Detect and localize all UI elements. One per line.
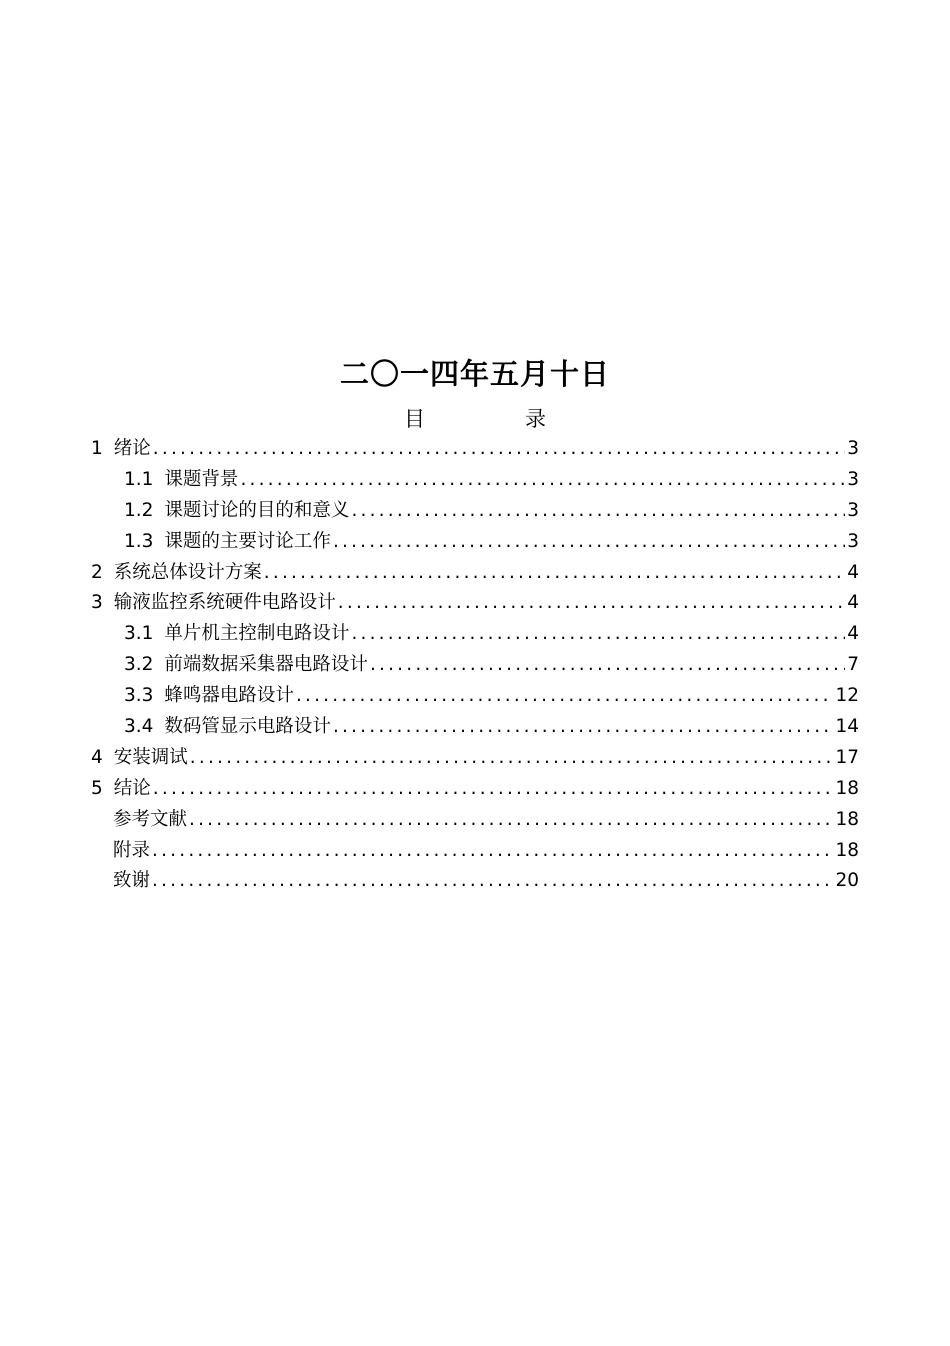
toc-dot-leader bbox=[189, 805, 833, 836]
toc-entry-page: 3 bbox=[847, 530, 859, 552]
toc-entry-title: 蜂鸣器电路设计 bbox=[164, 685, 294, 707]
toc-entry-page: 18 bbox=[835, 808, 859, 830]
toc-entry-page: 7 bbox=[847, 654, 859, 676]
toc-entry-number: 3.2 bbox=[124, 654, 154, 676]
toc-entry-number: 3.1 bbox=[124, 623, 154, 645]
document-date: 二〇一四年五月十日 bbox=[339, 357, 610, 391]
toc-dot-leader bbox=[296, 681, 834, 712]
toc-dot-leader bbox=[190, 743, 834, 774]
toc-entry-page: 4 bbox=[847, 592, 859, 614]
toc-entry-number: 1.1 bbox=[124, 468, 154, 490]
toc-dot-leader bbox=[240, 465, 845, 496]
toc-entry-1-2[interactable] bbox=[91, 496, 859, 527]
toc-dot-leader bbox=[351, 496, 845, 527]
toc-entry-title: 课题背景 bbox=[164, 468, 239, 490]
toc-entry-4[interactable] bbox=[91, 743, 859, 774]
toc-dot-leader bbox=[351, 619, 845, 650]
toc-entry-3-3[interactable] bbox=[91, 681, 859, 712]
toc-dot-leader bbox=[333, 527, 845, 558]
toc-entry-page: 3 bbox=[847, 468, 859, 490]
toc-entry-page: 18 bbox=[835, 777, 859, 799]
toc-entry-references[interactable] bbox=[91, 805, 859, 836]
toc-entry-appendix[interactable] bbox=[91, 836, 859, 867]
toc-heading-left: 目 bbox=[404, 407, 425, 431]
toc-entry-5[interactable] bbox=[91, 774, 859, 805]
toc-entry-title: 附录 bbox=[113, 839, 151, 861]
toc-entry-3-4[interactable] bbox=[91, 712, 859, 743]
toc-dot-leader bbox=[370, 650, 845, 681]
toc-entry-1-1[interactable] bbox=[91, 465, 859, 496]
toc-entry-number: 2 bbox=[91, 561, 103, 583]
toc-heading bbox=[0, 404, 950, 434]
toc-entry-number: 1.3 bbox=[124, 530, 154, 552]
toc-dot-leader bbox=[333, 712, 834, 743]
toc-entry-3-2[interactable] bbox=[91, 650, 859, 681]
toc-dot-leader bbox=[152, 866, 833, 897]
toc-entry-title: 单片机主控制电路设计 bbox=[164, 623, 350, 645]
toc-entry-page: 20 bbox=[835, 870, 859, 892]
toc-entry-title: 输液监控系统硬件电路设计 bbox=[113, 592, 336, 614]
toc-entry-title: 前端数据采集器电路设计 bbox=[164, 654, 368, 676]
toc-entry-page: 3 bbox=[847, 499, 859, 521]
toc-entry-number: 3.4 bbox=[124, 716, 154, 738]
toc-entry-page: 4 bbox=[847, 623, 859, 645]
toc-entry-number: 1 bbox=[91, 438, 103, 459]
toc-entry-page: 12 bbox=[835, 685, 859, 707]
toc-entry-title: 系统总体设计方案 bbox=[113, 561, 262, 583]
toc-entry-1-3[interactable] bbox=[91, 527, 859, 558]
toc-entry-title: 致谢 bbox=[113, 870, 151, 892]
toc-entry-title: 安装调试 bbox=[113, 746, 188, 768]
toc-entry-title: 结论 bbox=[113, 777, 151, 799]
toc-entry-page: 17 bbox=[835, 746, 859, 768]
toc-entry-number: 3.3 bbox=[124, 685, 154, 707]
toc-dot-leader bbox=[153, 774, 834, 805]
toc-entry-page: 14 bbox=[835, 716, 859, 738]
toc-entry-title: 绪论 bbox=[113, 438, 151, 459]
toc-entry-number: 3 bbox=[91, 592, 103, 614]
toc-entry-title: 参考文献 bbox=[113, 808, 188, 830]
toc-entry-title: 数码管显示电路设计 bbox=[164, 716, 331, 738]
toc-entry-title: 课题讨论的目的和意义 bbox=[164, 499, 350, 521]
toc-dot-leader bbox=[152, 836, 833, 867]
toc-entry-1[interactable] bbox=[91, 434, 859, 465]
toc-entry-acknowledgements[interactable] bbox=[91, 866, 859, 897]
toc-dot-leader bbox=[338, 588, 845, 619]
toc-entry-page: 3 bbox=[847, 438, 859, 459]
toc-entry-number: 4 bbox=[91, 746, 103, 768]
toc-entry-3-1[interactable] bbox=[91, 619, 859, 650]
toc-entry-page: 4 bbox=[847, 561, 859, 583]
toc-entry-title: 课题的主要讨论工作 bbox=[164, 530, 331, 552]
toc-entry-number: 5 bbox=[91, 777, 103, 799]
toc-heading-right: 录 bbox=[525, 407, 546, 431]
toc-dot-leader bbox=[264, 558, 845, 589]
table-of-contents bbox=[91, 434, 859, 897]
toc-entry-3[interactable] bbox=[91, 588, 859, 619]
toc-entry-page: 18 bbox=[835, 839, 859, 861]
toc-entry-number: 1.2 bbox=[124, 499, 154, 521]
toc-entry-2[interactable] bbox=[91, 558, 859, 589]
toc-dot-leader bbox=[153, 434, 845, 465]
